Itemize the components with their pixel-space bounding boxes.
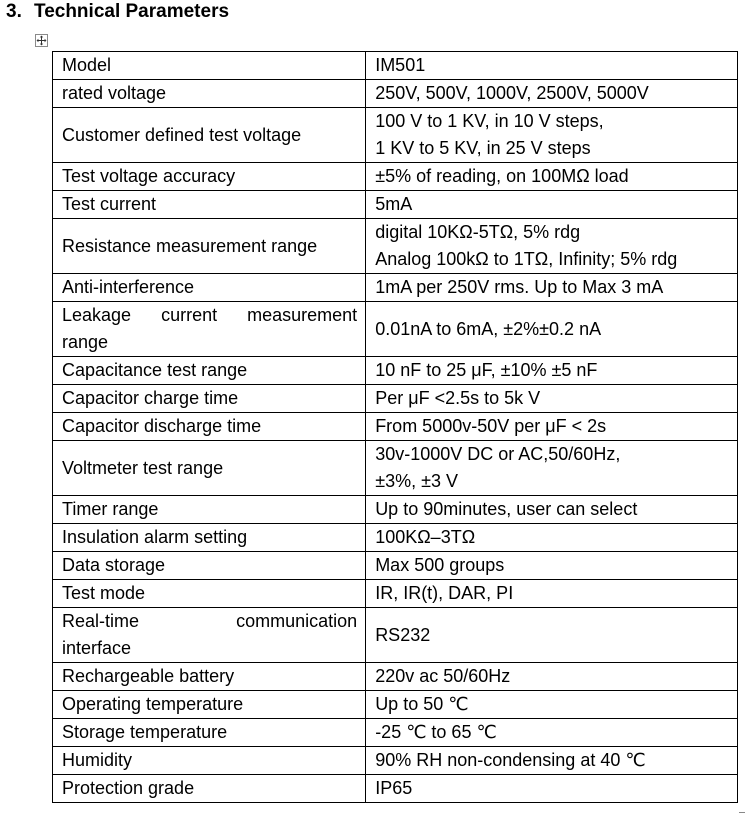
parameter-name: Resistance measurement range bbox=[62, 235, 318, 256]
parameter-value-line: 100KΩ–3TΩ bbox=[375, 527, 476, 547]
parameter-value-cell bbox=[366, 357, 738, 385]
parameter-value-line: 30v-1000V DC or AC,50/60Hz, bbox=[375, 444, 621, 464]
parameter-value-line: IR, IR(t), DAR, PI bbox=[375, 583, 514, 603]
parameter-value-line: Max 500 groups bbox=[375, 555, 505, 575]
parameter-value-line: Up to 90minutes, user can select bbox=[375, 499, 638, 519]
parameter-value-cell bbox=[366, 663, 738, 691]
parameter-name: Protection grade bbox=[62, 778, 195, 798]
table-row bbox=[53, 80, 738, 108]
parameter-name-line bbox=[62, 608, 357, 635]
parameter-value-cell bbox=[366, 191, 738, 219]
table-row bbox=[53, 663, 738, 691]
parameter-value-line: 90% RH non-condensing at 40 ℃ bbox=[375, 750, 646, 770]
table-row bbox=[53, 496, 738, 524]
parameter-name-cell bbox=[53, 357, 366, 385]
parameter-value-cell bbox=[366, 775, 738, 803]
parameter-name-word: measurement bbox=[247, 305, 358, 325]
table-row bbox=[53, 385, 738, 413]
parameter-name: Voltmeter test range bbox=[62, 457, 224, 478]
parameter-name-cell bbox=[53, 191, 366, 219]
parameter-value-cell bbox=[366, 219, 738, 274]
parameter-name: Customer defined test voltage bbox=[62, 124, 302, 145]
table-row bbox=[53, 441, 738, 496]
parameter-value-line: 1mA per 250V rms. Up to Max 3 mA bbox=[375, 277, 664, 297]
parameter-name: Insulation alarm setting bbox=[62, 527, 248, 547]
table-move-handle-icon[interactable] bbox=[35, 34, 48, 47]
parameter-name: Anti-interference bbox=[62, 277, 195, 297]
parameter-value-line: 0.01nA to 6mA, ±2%±0.2 nA bbox=[375, 318, 602, 339]
section-title: Technical Parameters bbox=[34, 1, 230, 22]
parameter-value-line: 250V, 500V, 1000V, 2500V, 5000V bbox=[375, 83, 649, 103]
parameter-value-line: IP65 bbox=[375, 778, 413, 798]
parameter-value-cell bbox=[366, 413, 738, 441]
parameter-name: Humidity bbox=[62, 750, 133, 770]
parameter-name: Rechargeable battery bbox=[62, 666, 235, 686]
parameter-value-cell bbox=[366, 719, 738, 747]
section-number: 3. bbox=[6, 1, 22, 22]
parameter-value-cell bbox=[366, 302, 738, 357]
parameter-value-cell bbox=[366, 108, 738, 163]
parameter-name: Capacitor discharge time bbox=[62, 416, 262, 436]
table-row bbox=[53, 524, 738, 552]
parameter-value-line: -25 ℃ to 65 ℃ bbox=[375, 722, 497, 742]
parameter-value-line: digital 10KΩ-5TΩ, 5% rdg bbox=[375, 222, 581, 242]
parameter-name: Data storage bbox=[62, 555, 166, 575]
parameter-name-line bbox=[62, 302, 357, 329]
table-row bbox=[53, 108, 738, 163]
parameter-name-cell bbox=[53, 691, 366, 719]
parameter-name: Operating temperature bbox=[62, 694, 244, 714]
parameter-name-cell bbox=[53, 719, 366, 747]
parameter-value-line: Analog 100kΩ to 1TΩ, Infinity; 5% rdg bbox=[375, 249, 678, 269]
table-row bbox=[53, 775, 738, 803]
parameter-value-line: 220v ac 50/60Hz bbox=[375, 666, 511, 686]
parameter-name-cell bbox=[53, 80, 366, 108]
table-row bbox=[53, 219, 738, 274]
parameter-value-cell bbox=[366, 496, 738, 524]
parameter-name-cell bbox=[53, 219, 366, 274]
parameter-value-cell bbox=[366, 580, 738, 608]
parameter-value-line: Up to 50 ℃ bbox=[375, 694, 469, 714]
parameter-name: Timer range bbox=[62, 499, 159, 519]
parameter-name-cell bbox=[53, 302, 366, 357]
table-row bbox=[53, 413, 738, 441]
parameter-value-cell bbox=[366, 552, 738, 580]
parameter-name-cell bbox=[53, 441, 366, 496]
parameter-name-cell bbox=[53, 608, 366, 663]
parameter-value-line: RS232 bbox=[375, 624, 431, 645]
table-row bbox=[53, 274, 738, 302]
parameter-name: Capacitor charge time bbox=[62, 388, 239, 408]
parameter-name-cell bbox=[53, 663, 366, 691]
parameter-value-line: Per μF <2.5s to 5k V bbox=[375, 388, 541, 408]
parameter-name-cell bbox=[53, 496, 366, 524]
parameter-name-cell bbox=[53, 108, 366, 163]
parameter-name-cell bbox=[53, 580, 366, 608]
parameter-name-word: Leakage bbox=[62, 305, 132, 325]
parameter-value-cell bbox=[366, 52, 738, 80]
parameter-value-line: 5mA bbox=[375, 194, 413, 214]
parameter-name: Test current bbox=[62, 194, 157, 214]
parameter-name-cell bbox=[53, 747, 366, 775]
table-row bbox=[53, 52, 738, 80]
table-row bbox=[53, 747, 738, 775]
table-row bbox=[53, 163, 738, 191]
parameter-value-line: IM501 bbox=[375, 55, 426, 75]
parameter-value-line: 1 KV to 5 KV, in 25 V steps bbox=[375, 138, 591, 158]
technical-parameters-table bbox=[52, 51, 738, 803]
parameter-value-line: From 5000v-50V per μF < 2s bbox=[375, 416, 607, 436]
parameter-value-line: 100 V to 1 KV, in 10 V steps, bbox=[375, 111, 604, 131]
parameter-name-cell bbox=[53, 274, 366, 302]
table-row bbox=[53, 608, 738, 663]
parameter-name: Storage temperature bbox=[62, 722, 228, 742]
parameter-value-cell bbox=[366, 80, 738, 108]
parameter-name: Test voltage accuracy bbox=[62, 166, 236, 186]
table-row bbox=[53, 552, 738, 580]
parameter-value-cell bbox=[366, 385, 738, 413]
table-resize-handle[interactable] bbox=[739, 812, 745, 813]
parameter-name-cell bbox=[53, 775, 366, 803]
table-row bbox=[53, 580, 738, 608]
table-row bbox=[53, 191, 738, 219]
parameter-value-cell bbox=[366, 608, 738, 663]
parameter-name-word: Real-time bbox=[62, 611, 140, 631]
parameter-name-word: current bbox=[161, 305, 218, 325]
parameter-name-word: communication bbox=[236, 611, 358, 631]
parameter-name: Test mode bbox=[62, 583, 146, 603]
parameter-name-cell bbox=[53, 163, 366, 191]
section-heading bbox=[6, 1, 229, 23]
table-row bbox=[53, 302, 738, 357]
parameter-value-line: 10 nF to 25 μF, ±10% ±5 nF bbox=[375, 360, 598, 380]
parameter-value-cell bbox=[366, 274, 738, 302]
parameter-name-cell bbox=[53, 524, 366, 552]
table-row bbox=[53, 691, 738, 719]
table-row bbox=[53, 719, 738, 747]
parameter-name-cell bbox=[53, 413, 366, 441]
parameter-value-line: ±5% of reading, on 100MΩ load bbox=[375, 166, 629, 186]
parameter-name-cell bbox=[53, 552, 366, 580]
parameter-value-cell bbox=[366, 747, 738, 775]
parameter-value-cell bbox=[366, 441, 738, 496]
table-row bbox=[53, 357, 738, 385]
parameter-name: Model bbox=[62, 55, 112, 75]
parameter-name-cell bbox=[53, 52, 366, 80]
parameter-value-cell bbox=[366, 163, 738, 191]
parameter-value-cell bbox=[366, 691, 738, 719]
parameter-value-line: ±3%, ±3 V bbox=[375, 471, 458, 491]
parameter-name-line: range bbox=[62, 332, 109, 352]
parameter-name: Capacitance test range bbox=[62, 360, 248, 380]
parameter-name: rated voltage bbox=[62, 83, 167, 103]
parameter-name-line: interface bbox=[62, 638, 132, 658]
parameter-value-cell bbox=[366, 524, 738, 552]
parameter-name-cell bbox=[53, 385, 366, 413]
